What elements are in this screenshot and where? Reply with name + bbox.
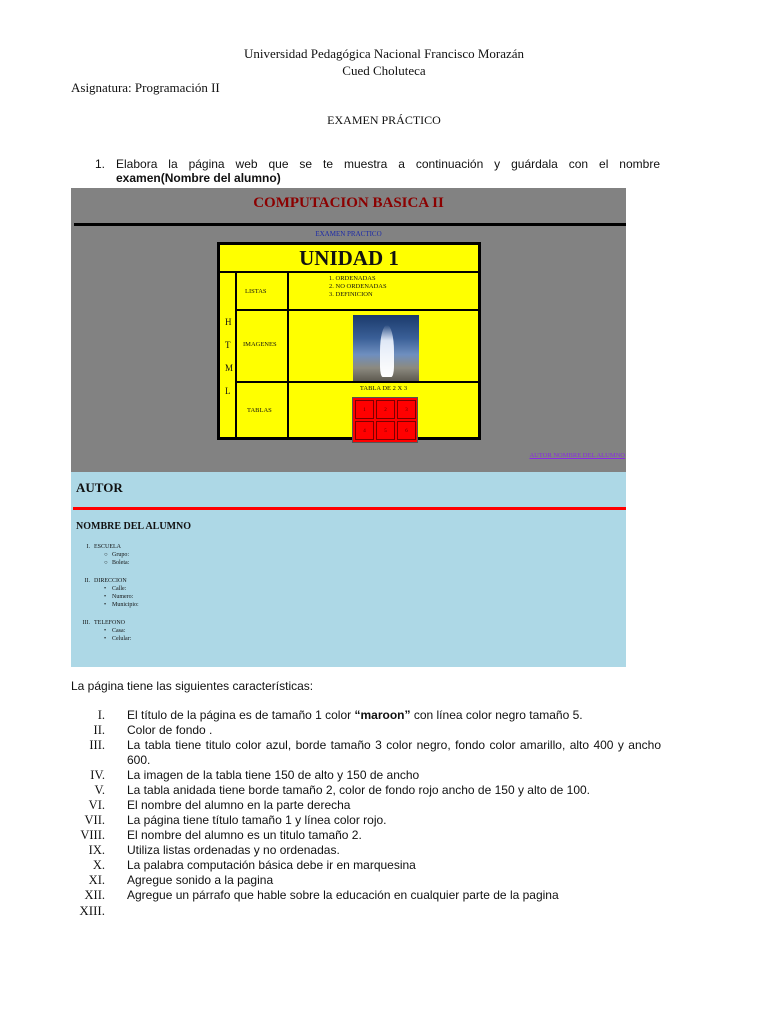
list-item: III. La tabla tiene titulo color azul, borde tamaño 3 color negro, fondo color amarillo, alto 400 y ancho 600. [89, 738, 661, 767]
tablas-label-cell [236, 382, 288, 438]
list-item: 3. DEFINICION [329, 291, 373, 298]
tablas-content-cell [288, 382, 479, 438]
side-letter: M [225, 363, 234, 373]
demo-title: COMPUTACION BASICA II [253, 195, 444, 211]
outline-sub: Grupo: [112, 552, 129, 558]
red-divider [73, 507, 626, 510]
list-item: V. La tabla anidada tiene borde tamaño 2, color de fondo rojo ancho de 150 y alto de 100. [94, 783, 591, 797]
imagenes-label-cell [236, 310, 288, 382]
tablas-label: TABLAS [247, 407, 272, 414]
listas-items-cell [288, 272, 479, 310]
list-item: X. La palabra computación básica debe ir en marquesina [92, 858, 416, 872]
characteristics-intro: La página tiene las siguientes características: [71, 679, 314, 693]
list-item: XII. Agregue un párrafo que hable sobre la educación en cualquier parte de la pagina [84, 888, 559, 902]
outline-sub: Municipio: [112, 602, 139, 608]
instruction-filename: examen(Nombre del alumno) [116, 171, 281, 185]
side-letter: T [225, 340, 231, 350]
list-item: VII. La página tiene título tamaño 1 y línea color rojo. [84, 813, 387, 827]
red-cell: 3 [397, 400, 416, 419]
nested-table-caption: TABLA DE 2 X 3 [359, 385, 408, 392]
red-cell: 1 [355, 400, 374, 419]
imagenes-label: IMAGENES [243, 341, 277, 348]
list-item: IV. La imagen de la tabla tiene 150 de alto y 150 de ancho [90, 768, 420, 782]
exam-title: EXAMEN PRÁCTICO [327, 113, 441, 127]
geyser-photo [353, 315, 419, 381]
instruction [95, 157, 660, 187]
side-letter: L [225, 386, 231, 396]
outline-label: DIRECCION [94, 578, 127, 584]
characteristics-list: I. El título de la página es de tamaño 1 color “maroon” con línea color negro tamaño 5. II. Color de fondo . III. La tabla tiene titulo color azul, borde tamaño 3 color negro, fondo color amarillo, alto 400 y ancho 600. IV. La imagen de la tabla tiene 150 de alto y 150 de ancho V. La tabla anidada tiene borde tamaño 2, color de fondo rojo ancho de 150 y alto de 100. VI. El nombre del alumno en la parte derecha VII. La página tiene título tamaño 1 y línea color rojo. VIII. El nombre del alumno es un titulo tamaño 2. IX. Utiliza listas ordenadas y no ordenadas. X. La palabra computación básica debe ir en marquesina XI. Agregue sonido a la pagina XII. Agregue un párrafo que hable sobre la educación en cualquier parte de la pagina XIII. [71, 708, 661, 903]
autor-heading: AUTOR [76, 480, 123, 495]
outline-sub: Casa: [112, 628, 126, 634]
outline-label: ESCUELA [94, 544, 121, 550]
outline-list [80, 543, 280, 653]
instruction-text: Elabora la página web que se te muestra a continuación y guárdala con el nombre [116, 157, 660, 171]
red-cell: 5 [376, 421, 395, 440]
list-item: II. Color de fondo . [93, 723, 213, 737]
instruction-number: 1. [95, 157, 106, 171]
outline-group: III. TELEFONO • Casa: • Celular: [82, 620, 132, 642]
red-cell: 6 [397, 421, 416, 440]
outline-sub: Calle: [112, 586, 127, 592]
red-cell: 4 [355, 421, 374, 440]
list-item: VI. El nombre del alumno en la parte derecha [88, 798, 351, 812]
red-cell: 2 [376, 400, 395, 419]
subject-line: Asignatura: Programación II [71, 80, 220, 95]
outline-sub: Boleta: [112, 560, 130, 566]
university-name: Universidad Pedagógica Nacional Francisco Morazán [243, 46, 525, 61]
html-side-cell [219, 272, 236, 438]
author-name-link[interactable]: AUTOR NOMBRE DEL ALUMNO [529, 452, 625, 459]
outline-group: I. ESCUELA ○ Grupo: ○ Boleta: [86, 544, 130, 566]
imagenes-photo-cell [288, 310, 479, 382]
listas-label: LISTAS [245, 288, 267, 295]
list-item: 2. NO ORDENADAS [329, 283, 387, 290]
campus-name: Cued Choluteca [342, 63, 426, 78]
outline-sub: Celular: [112, 636, 132, 642]
outline-sub: Numero: [112, 594, 134, 600]
list-item: IX. Utiliza listas ordenadas y no ordenadas. [88, 843, 340, 857]
outline-group: II. DIRECCION • Calle: • Numero: • Municipio: [84, 578, 139, 608]
list-item: I. El título de la página es de tamaño 1 color “maroon” con línea color negro tamaño 5. [97, 708, 583, 722]
unidad-heading: UNIDAD 1 [219, 244, 479, 272]
unidad-table [217, 242, 481, 440]
side-letter: H [225, 317, 232, 327]
black-divider [74, 223, 626, 226]
listas-label-cell [236, 272, 288, 310]
outline-label: TELEFONO [94, 620, 125, 626]
list-item: XI. Agregue sonido a la pagina [88, 873, 274, 887]
list-item: 1. ORDENADAS [329, 275, 376, 282]
alumno-heading: NOMBRE DEL ALUMNO [76, 521, 192, 532]
exam-practico-link[interactable]: EXAMEN PRACTICO [315, 230, 382, 238]
nested-red-table [352, 397, 418, 443]
list-item: VIII. El nombre del alumno es un titulo tamaño 2. [80, 828, 362, 842]
